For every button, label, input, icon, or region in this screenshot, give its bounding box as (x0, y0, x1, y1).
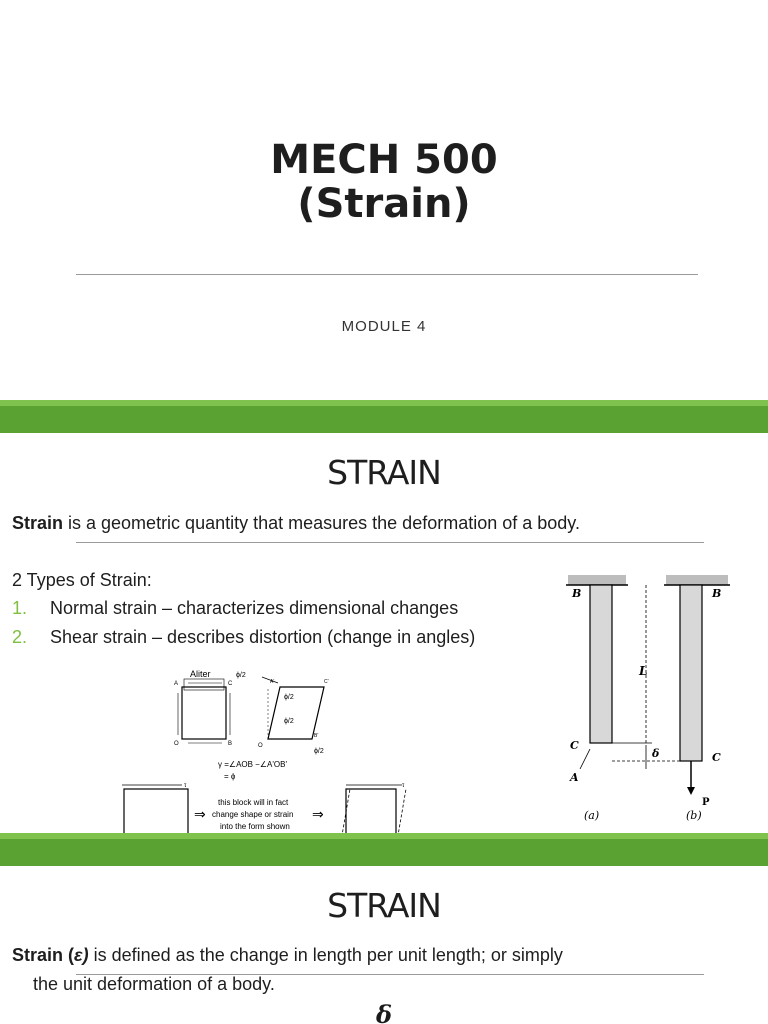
arrow-right-icon-2: ⇒ (312, 806, 324, 822)
subtitle: MODULE 4 (341, 318, 427, 335)
list-item (12, 627, 475, 648)
epsilon-symbol: ε) (74, 945, 89, 965)
shear-strain-figure (102, 663, 416, 835)
definition-rest: is defined as the change in length per unit length; or simply (88, 945, 563, 965)
label-b-2: B (712, 587, 722, 600)
bar-b (680, 585, 702, 761)
definition-text (12, 945, 563, 966)
bar-a (590, 585, 612, 743)
phi-half-1: ϕ/2 (236, 672, 246, 679)
slide-divider-band (0, 400, 768, 433)
gamma-equation: γ =∠AOB −∠A'OB' (218, 760, 287, 769)
note-line-1: this block will in fact (218, 798, 289, 807)
slide-heading: STRAIN (327, 453, 441, 492)
list-number: 1. (12, 598, 28, 618)
band-highlight (0, 833, 768, 839)
title-divider (76, 274, 698, 275)
formula-numerator: δ (375, 1000, 392, 1024)
definition-underline (76, 542, 704, 543)
definition-line-2: the unit deformation of a body. (33, 974, 275, 994)
definition-rest: is a geometric quantity that measures the deformation of a body. (63, 513, 580, 533)
label-b-prime: B' (314, 733, 319, 739)
slide-heading: STRAIN (327, 886, 441, 925)
slide-divider-band-2 (0, 833, 768, 866)
label-c: C (228, 681, 233, 687)
arrow-right-icon: ⇒ (194, 806, 206, 822)
strain-overview-slide (0, 433, 768, 835)
caption-b: (b) (686, 809, 702, 822)
strain-definition-slide (0, 866, 768, 1024)
support-a (568, 575, 626, 585)
definition-term: Strain (12, 513, 64, 533)
label-a: A (174, 681, 179, 687)
label-b: B (228, 741, 233, 747)
label-a-prime: A' (270, 679, 275, 685)
aliter-label: Aliter (190, 669, 211, 679)
label-b: B (572, 587, 582, 600)
title-slide (0, 0, 768, 400)
note-line-3: into the form shown (220, 822, 290, 831)
label-l: L (639, 664, 648, 678)
definition-text (12, 513, 580, 534)
list-number: 2. (12, 627, 28, 647)
page-title (0, 138, 768, 226)
support-b (666, 575, 728, 585)
types-intro: 2 Types of Strain: (12, 570, 152, 590)
label-a: A (570, 771, 579, 784)
tau-1: τ (184, 783, 187, 789)
label-c-prime: C' (324, 679, 329, 685)
note-line-2: change shape or strain (212, 810, 294, 819)
phi-half-3: ϕ/2 (284, 718, 294, 725)
list-item (12, 598, 458, 619)
band-highlight (0, 400, 768, 406)
phi-half-2: ϕ/2 (284, 694, 294, 701)
label-delta: δ (652, 747, 660, 760)
tau-2: τ (402, 783, 405, 789)
phi-equation: = ϕ (224, 772, 236, 781)
phi-half-4: ϕ/2 (314, 748, 324, 755)
list-text: Normal strain – characterizes dimensional changes (50, 598, 459, 618)
label-p: P (702, 797, 710, 808)
list-text: Shear strain – describes distortion (change in angles) (50, 627, 476, 647)
axial-bar-figure (556, 569, 736, 825)
label-c: C (570, 739, 579, 752)
definition-term: Strain ( (12, 945, 75, 965)
label-o: O (174, 741, 179, 747)
label-o-2: O (258, 743, 263, 749)
caption-a: (a) (584, 809, 600, 822)
title-line-1: MECH 500 (270, 137, 498, 183)
title-line-2: (Strain) (297, 181, 471, 227)
label-c-2: C (712, 751, 721, 764)
